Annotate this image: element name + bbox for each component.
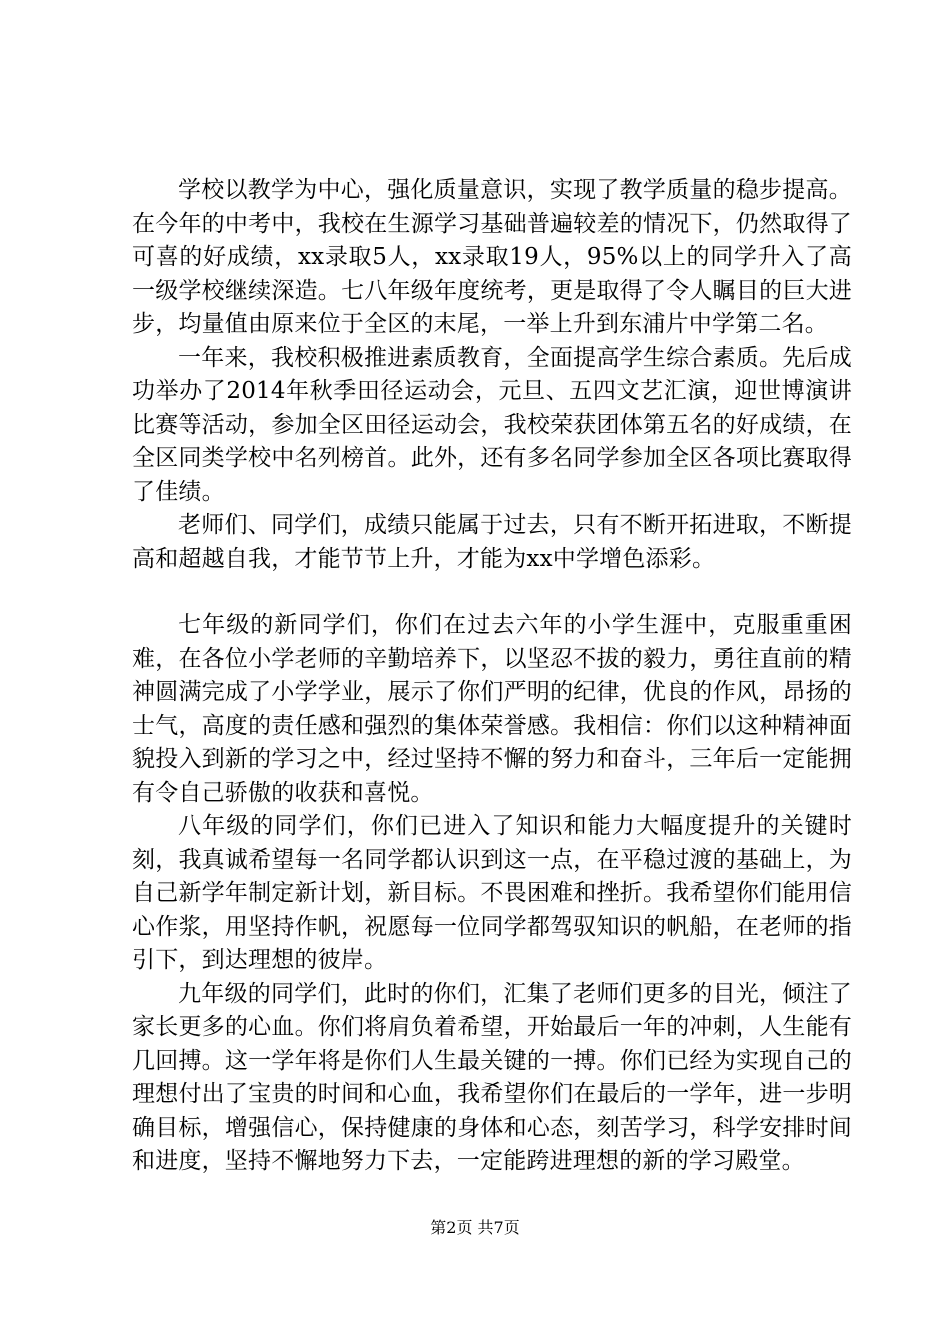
paragraph-grade-eight: 八年级的同学们，你们已进入了知识和能力大幅度提升的关键时刻，我真诚希望每一名同学都认识到这一点，在平稳过渡的基础上，为自己新学年制定新计划，新目标。不畏困难和挫折。我希望你们能用信心作浆，用坚持作帆，祝愿每一位同学都驾驭知识的帆船，在老师的指引下，到达理想的彼岸。 [132,813,852,973]
document-body [132,174,852,1179]
paragraph-teachers-students: 老师们、同学们，成绩只能属于过去，只有不断开拓进取，不断提高和超越自我，才能节节上升，才能为xx中学增色添彩。 [132,512,852,572]
paragraph-grade-nine: 九年级的同学们，此时的你们，汇集了老师们更多的目光，倾注了家长更多的心血。你们将肩负着希望，开始最后一年的冲刺，人生能有几回搏。这一学年将是你们人生最关键的一搏。你们已经为实现自己的理想付出了宝贵的时间和心血，我希望你们在最后的一学年，进一步明确目标，增强信心，保持健康的身体和心态，刻苦学习，科学安排时间和进度，坚持不懈地努力下去，一定能跨进理想的新的学习殿堂。 [132,980,852,1174]
page-number-footer: 第2页 共7页 [430,1218,520,1237]
section-spacer [132,576,852,609]
paragraph-teaching-quality: 学校以教学为中心，强化质量意识，实现了教学质量的稳步提高。在今年的中考中，我校在生源学习基础普遍较差的情况下，仍然取得了可喜的好成绩，xx录取5人，xx录取19人，95%以上的同学升入了高一级学校继续深造。七八年级年度统考，更是取得了令人瞩目的巨大进步，均量值由原来位于全区的末尾，一举上升到东浦片中学第二名。 [132,177,852,337]
paragraph-quality-education: 一年来，我校积极推进素质教育，全面提高学生综合素质。先后成功举办了2014年秋季田径运动会，元旦、五四文艺汇演，迎世博演讲比赛等活动，参加全区田径运动会，我校荣获团体第五名的好成绩，在全区同类学校中名列榜首。此外，还有多名同学参加全区各项比赛取得了佳绩。 [132,344,852,505]
paragraph-grade-seven: 七年级的新同学们，你们在过去六年的小学生涯中，克服重重困难，在各位小学老师的辛勤培养下，以坚忍不拔的毅力，勇往直前的精神圆满完成了小学学业，展示了你们严明的纪律，优良的作风，昂扬的士气，高度的责任感和强烈的集体荣誉感。我相信：你们以这种精神面貌投入到新的学习之中，经过坚持不懈的努力和奋斗，三年后一定能拥有令自己骄傲的收获和喜悦。 [132,612,852,806]
